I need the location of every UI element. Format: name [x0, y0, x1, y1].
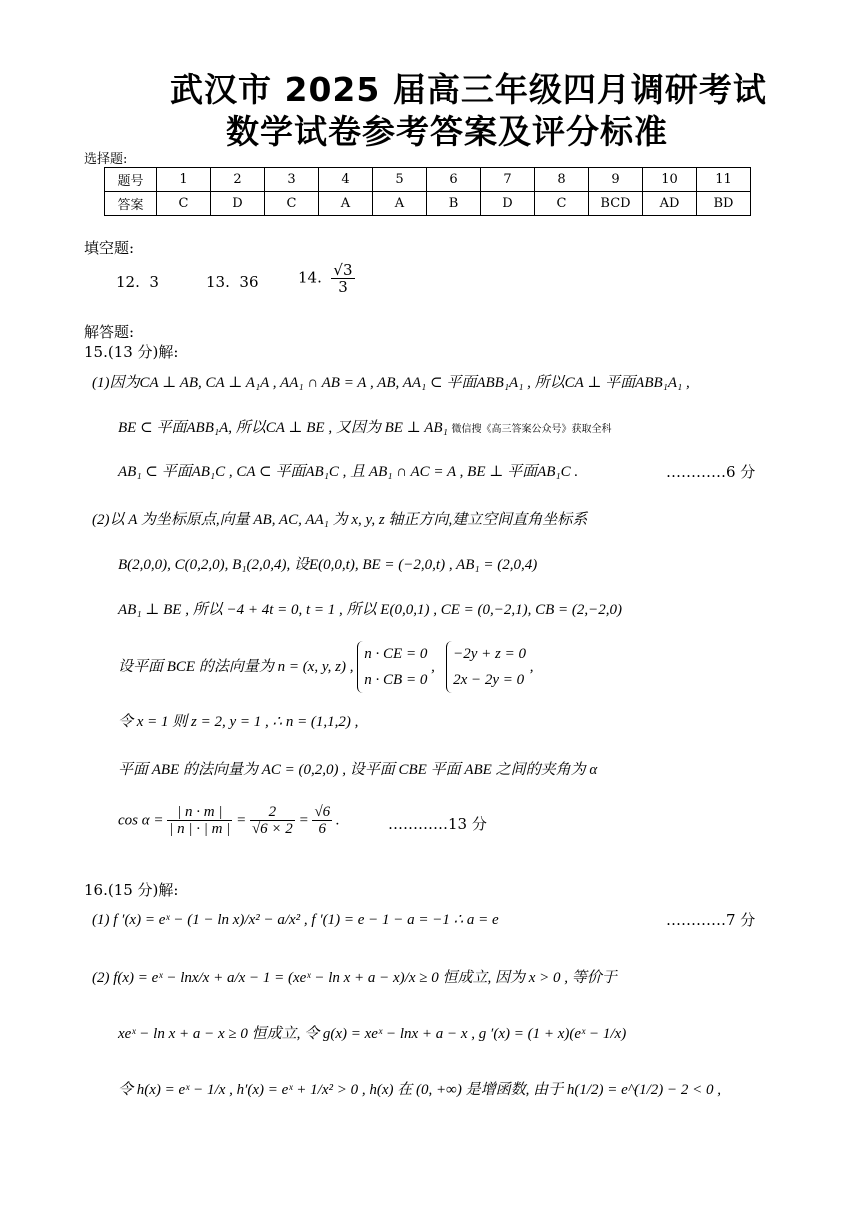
title-line-2: 数学试卷参考答案及评分标准 [226, 112, 668, 151]
q15-part2-line3: AB₁ ⊥ BE , 所以 −4 + 4t = 0, t = 1 , 所以 E(0,0,1) , CE = (0,−2,1), CB = (2,−2,0) [118, 602, 623, 618]
table-cell: A [319, 192, 373, 216]
note-text: 微信搜《高三答案公众号》获取全科 [451, 424, 612, 435]
table-cell: 10 [643, 168, 697, 192]
q15-part2-line5: 令 x = 1 则 z = 2, y = 1 , ∴ n = (1,1,2) , [118, 714, 359, 730]
q15-part1-score: …………6 分 [666, 463, 756, 481]
q15-part2-score: …………13 分 [388, 815, 487, 833]
q15-header: 15.(13 分)解: [84, 343, 179, 361]
denominator: 3 [338, 278, 348, 296]
choice-section-label: 选择题: [84, 152, 128, 167]
math-text: cos α = [118, 812, 164, 829]
equation-system [446, 641, 526, 693]
table-cell: C [535, 192, 589, 216]
fill-answer-14 [298, 262, 355, 295]
math-text: BE ⊂ 平面ABB₁A, 所以CA ⊥ BE , 又因为 BE ⊥ AB₁ [118, 420, 448, 436]
numerator: √3 [333, 261, 353, 279]
q16-part1-line: (1) f ′(x) = eˣ − (1 − ln x)/x² − a/x² , f ′(1) = e − 1 − a = −1 ∴ a = e [92, 912, 499, 928]
table-cell: 2 [211, 168, 265, 192]
equation-system [357, 641, 427, 693]
table-cell: 9 [589, 168, 643, 192]
q15-part1-line3: AB₁ ⊂ 平面AB₁C , CA ⊂ 平面AB₁C , 且 AB₁ ∩ AC = A , BE ⊥ 平面AB₁C . [118, 464, 579, 480]
answer-table [104, 167, 751, 216]
equation: 2x − 2y = 0 [453, 672, 525, 688]
answer-value: 36 [239, 273, 259, 291]
answer-value: 3 [149, 273, 159, 291]
table-cell: A [373, 192, 427, 216]
table-cell: C [157, 192, 211, 216]
q15-part1-line1: (1)因为CA ⊥ AB, CA ⊥ A₁A , AA₁ ∩ AB = A , AB, AA₁ ⊂ 平面ABB₁A₁ , 所以CA ⊥ 平面ABB₁A₁ , [92, 375, 690, 391]
q15-part2-line1: (2)以 A 为坐标原点,向量 AB, AC, AA₁ 为 x, y, z 轴正方向,建立空间直角坐标系 [92, 512, 588, 528]
fill-answer-13 [206, 272, 259, 292]
fraction [167, 804, 232, 837]
table-cell: 8 [535, 168, 589, 192]
numerator: 2 [250, 804, 295, 821]
table-cell: D [211, 192, 265, 216]
fraction [250, 804, 295, 837]
table-cell: C [265, 192, 319, 216]
fill-section-label: 填空题: [84, 239, 135, 257]
table-cell: 11 [697, 168, 751, 192]
fill-answer-12 [116, 272, 159, 292]
question-number: 14. [298, 268, 322, 287]
table-cell: D [481, 192, 535, 216]
table-cell: AD [643, 192, 697, 216]
denominator: 6 [318, 821, 327, 837]
fraction [331, 262, 354, 295]
table-cell: 5 [373, 168, 427, 192]
table-row [105, 168, 751, 192]
math-text: 设平面 BCE 的法向量为 n = (x, y, z) , [118, 659, 354, 675]
q16-part1-score: …………7 分 [666, 911, 756, 929]
q16-part2-line1: (2) f(x) = eˣ − lnx/x + a/x − 1 = (xeˣ − ln x + a − x)/x ≥ 0 恒成立, 因为 x > 0 , 等价于 [92, 970, 617, 986]
table-cell: 7 [481, 168, 535, 192]
title-line-1: 武汉市 2025 届高三年级四月调研考试 [170, 70, 767, 109]
question-number: 12. [116, 273, 140, 291]
table-row [105, 192, 751, 216]
q15-part2-line2: B(2,0,0), C(0,2,0), B₁(2,0,4), 设E(0,0,t), BE = (−2,0,t) , AB₁ = (2,0,4) [118, 557, 538, 573]
table-header-cell: 答案 [105, 192, 157, 216]
numerator: √6 [314, 804, 331, 820]
question-number: 13. [206, 273, 230, 291]
table-cell: BCD [589, 192, 643, 216]
solve-section-label: 解答题: [84, 323, 135, 341]
equation: n · CB = 0 [364, 672, 428, 688]
q15-cos-line: cos α = $\frac{| n \cdot m |}{| n | \cdot | m |}$ = $\frac{2}{√6 \times 2}$ = $\frac{√6}{6}$ . [118, 804, 340, 837]
table-cell: 3 [265, 168, 319, 192]
table-cell: B [427, 192, 481, 216]
q15-part1-line2 [118, 418, 612, 440]
denominator: √6 × 2 [251, 821, 293, 837]
table-cell: 1 [157, 168, 211, 192]
table-cell: 6 [427, 168, 481, 192]
equation: n · CE = 0 [364, 646, 428, 662]
table-header-cell: 题号 [105, 168, 157, 192]
equation: −2y + z = 0 [453, 646, 526, 662]
q15-part2-line6: 平面 ABE 的法向量为 AC = (0,2,0) , 设平面 CBE 平面 ABE 之间的夹角为 α [118, 762, 598, 778]
table-cell: BD [697, 192, 751, 216]
q16-part2-line2: xeˣ − ln x + a − x ≥ 0 恒成立, 令 g(x) = xeˣ − lnx + a − x , g ′(x) = (1 + x)(eˣ − 1/x) [118, 1026, 627, 1042]
numerator: | n · m | [167, 804, 232, 821]
denominator: | n | · | m | [169, 821, 231, 837]
q16-part2-line3: 令 h(x) = eˣ − 1/x , h′(x) = eˣ + 1/x² > 0 , h(x) 在 (0, +∞) 是增函数, 由于 h(1/2) = e^(1/2) − 2 < 0 , [118, 1082, 721, 1098]
q15-part2-line4: 设平面 BCE 的法向量为 n = (x, y, z) , n · CE = 0 n · CB = 0 , −2y + z = 0 2x − 2y = 0 , [118, 641, 533, 693]
q16-header: 16.(15 分)解: [84, 881, 179, 899]
fraction [312, 804, 332, 837]
table-cell: 4 [319, 168, 373, 192]
